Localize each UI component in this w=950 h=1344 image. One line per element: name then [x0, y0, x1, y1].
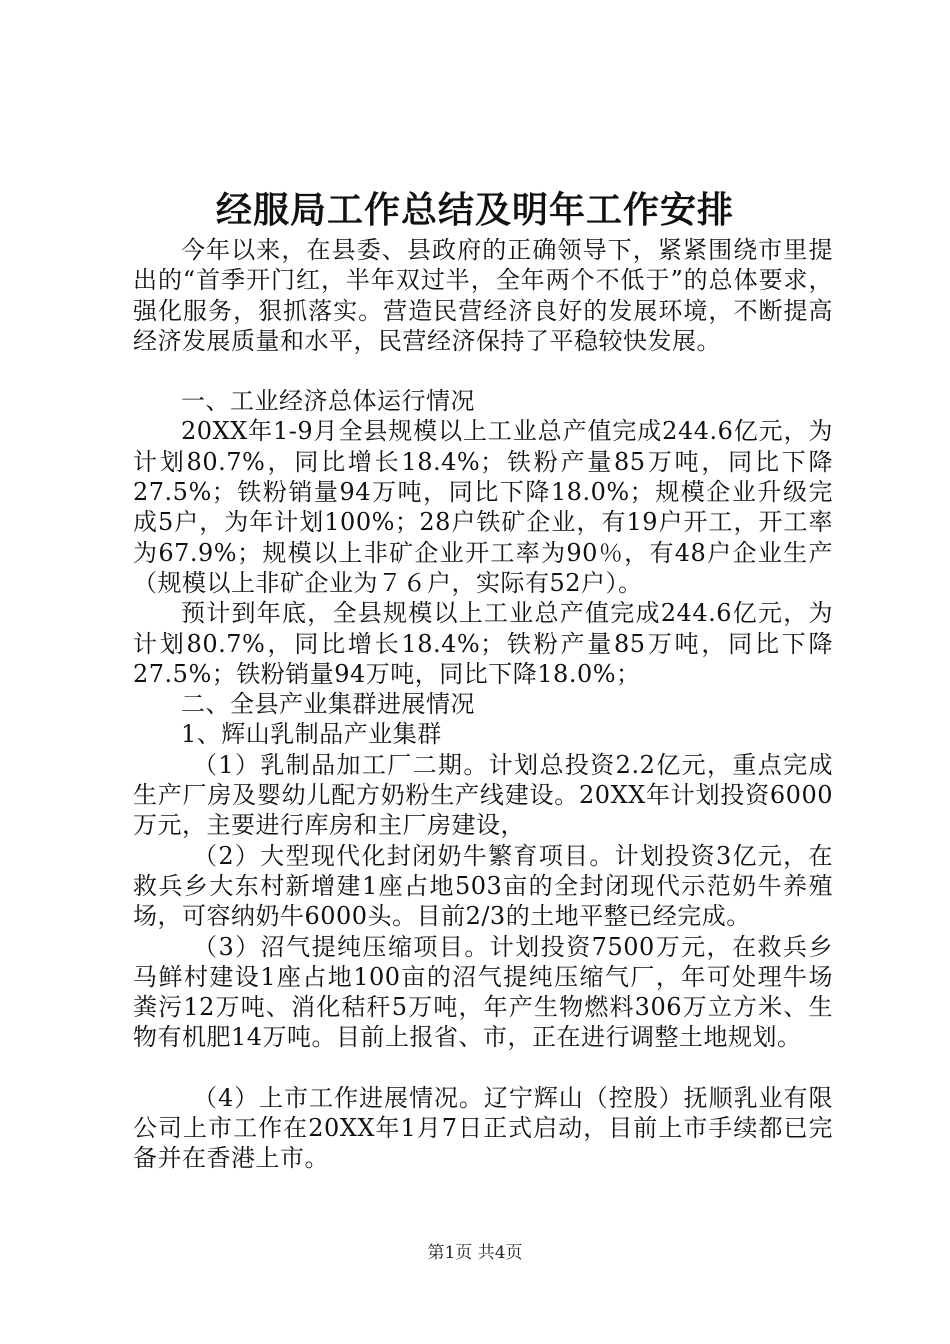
section-heading-1: 一、工业经济总体运行情况: [181, 387, 475, 416]
project-item-3: （3）沼气提纯压缩项目。计划投资7500万元，在救兵乡马鲜村建设1座占地100亩的沼气提纯压缩气厂，年可处理牛场粪污12万吨、消化秸秆5万吨，年产生物燃料306万立方米、生物有机肥14万吨。目前上报省、市，正在进行调整土地规划。: [133, 932, 833, 1052]
subsection-heading-1: 1、辉山乳制品产业集群: [181, 720, 442, 749]
section-heading-2: 二、全县产业集群进展情况: [181, 690, 475, 719]
project-item-1: （1）乳制品加工厂二期。计划总投资2.2亿元，重点完成生产厂房及婴幼儿配方奶粉生产线建设。20XX年计划投资6000万元，主要进行库房和主厂房建设，: [133, 750, 833, 840]
page-footer: 第1页 共4页: [427, 1243, 523, 1263]
paragraph-gap: [133, 356, 833, 386]
document-title: 经服局工作总结及明年工作安排: [215, 189, 734, 231]
industrial-paragraph-2: 预计到年底，全县规模以上工业总产值完成244.6亿元，为计划80.7%，同比增长18.4%；铁粉产量85万吨，同比下降27.5%；铁粉销量94万吨，同比下降18.0%；: [133, 599, 833, 688]
document-body: [133, 235, 833, 1174]
paragraph-gap: [133, 1053, 833, 1083]
project-item-2: （2）大型现代化封闭奶牛繁育项目。计划投资3亿元，在救兵乡大东村新增建1座占地503亩的全封闭现代示范奶牛养殖场，可容纳奶牛6000头。目前2/3的土地平整已经完成。: [133, 841, 833, 931]
industrial-paragraph-1: 20XX年1-9月全县规模以上工业总产值完成244.6亿元，为计划80.7%，同比增长18.4%；铁粉产量85万吨，同比下降27.5%；铁粉销量94万吨，同比下降18.0%；规模企业升级完成5户，为年计划100%；28户铁矿企业，有19户开工，开工率为67.9%；规模以上非矿企业开工率为90％，有48户企业生产（规模以上非矿企业为７６户，实际有52户）。: [133, 417, 833, 597]
project-item-4: （4）上市工作进展情况。辽宁辉山（控股）抚顺乳业有限公司上市工作在20XX年1月7日正式启动，目前上市手续都已完备并在香港上市。: [133, 1083, 833, 1173]
intro-paragraph: 今年以来，在县委、县政府的正确领导下，紧紧围绕市里提出的“首季开门红，半年双过半，全年两个不低于”的总体要求，强化服务，狠抓落实。营造民营经济良好的发展环境，不断提高经济发展质量和水平，民营经济保持了平稳较快发展。: [133, 236, 833, 355]
